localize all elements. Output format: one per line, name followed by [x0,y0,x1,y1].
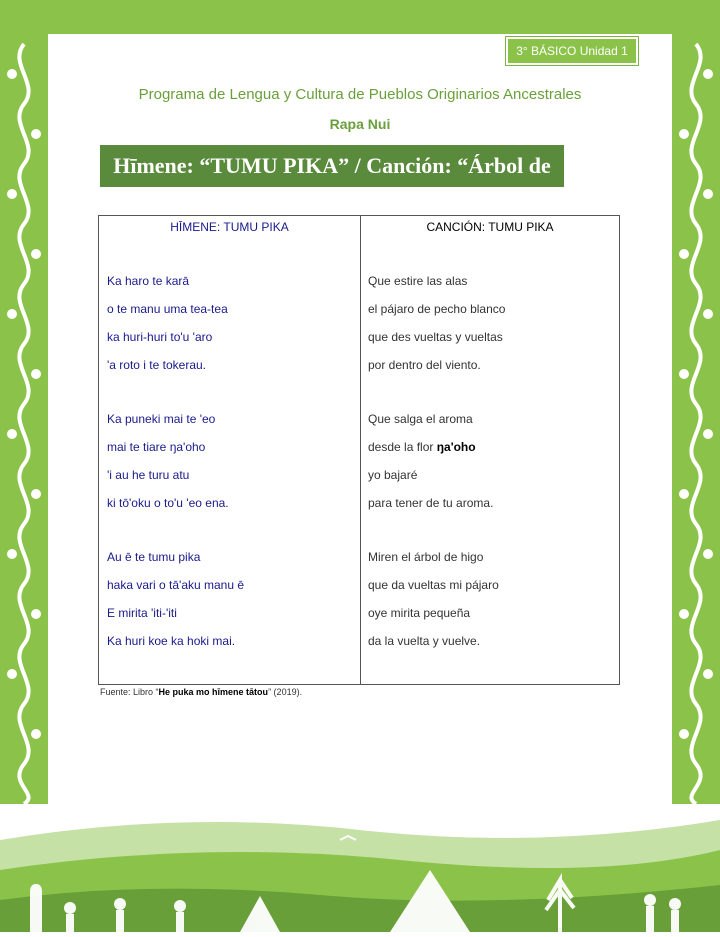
lyric-line: o te manu uma tea-tea [107,302,228,316]
top-decor-band [0,0,720,34]
lyrics-table [98,215,620,685]
lyric-line: haka vari o tā'aku manu ē [107,578,245,592]
source-suffix: ” (2019). [268,687,303,697]
grade-unit-badge: 3° BÁSICO Unidad 1 [506,37,638,65]
lyric-line: da la vuelta y vuelve. [368,634,481,648]
lyric-line: Ka haro te karā [107,274,190,288]
lyric-line: oye mirita pequeña [368,606,471,620]
highlighted-word: ŋa'oho [436,440,476,454]
lyric-line: ki tō'oku o to'u 'eo ena. [107,496,229,510]
bottom-landscape-illustration [0,800,720,932]
song-title-banner: Hīmene: “TUMU PIKA” / Canción: “Árbol de Higo” [100,145,564,187]
lyric-line: mai te tiare ŋa'oho [107,440,206,454]
lyric-line: por dentro del viento. [368,358,481,372]
spanish-column-header: CANCIÓN: TUMU PIKA [426,220,554,234]
lyric-line: el pájaro de pecho blanco [368,302,506,316]
spanish-lyrics-column [361,216,619,684]
rapanui-column-header: HĪMENE: TUMU PIKA [170,220,289,234]
lyric-line: Ka puneki mai te 'eo [107,412,216,426]
rapanui-lyrics-column [99,216,360,684]
lyric-line: Au ē te tumu pika [107,550,201,564]
lyric-line: Ka huri koe ka hoki mai. [107,634,236,648]
right-ornamental-border [672,34,720,804]
source-citation [100,687,302,697]
source-book-title: He puka mo hīmene tātou [158,687,269,697]
program-title: Programa de Lengua y Cultura de Pueblos Originarios Ancestrales [138,86,582,103]
lyric-line: Que estire las alas [368,274,468,288]
left-ornamental-border [0,34,48,804]
lyric-line [368,440,476,454]
lyric-text: desde la flor [368,440,437,454]
lyric-line: E mirita 'iti-'iti [107,606,177,620]
lyric-line: yo bajaré [368,468,418,482]
lyric-line: 'i au he turu atu [107,468,190,482]
lyric-line: Miren el árbol de higo [368,550,484,564]
lyric-line: que da vueltas mi pájaro [368,578,499,592]
lyric-line: Que salga el aroma [368,412,473,426]
lyric-line: ka huri-huri to'u 'aro [107,330,213,344]
lyric-line: para tener de tu aroma. [368,496,494,510]
lyric-line: que des vueltas y vueltas [368,330,503,344]
lyric-line: 'a roto i te tokerau. [107,358,207,372]
source-prefix: Fuente: Libro “ [100,687,159,697]
language-title: Rapa Nui [329,116,391,132]
